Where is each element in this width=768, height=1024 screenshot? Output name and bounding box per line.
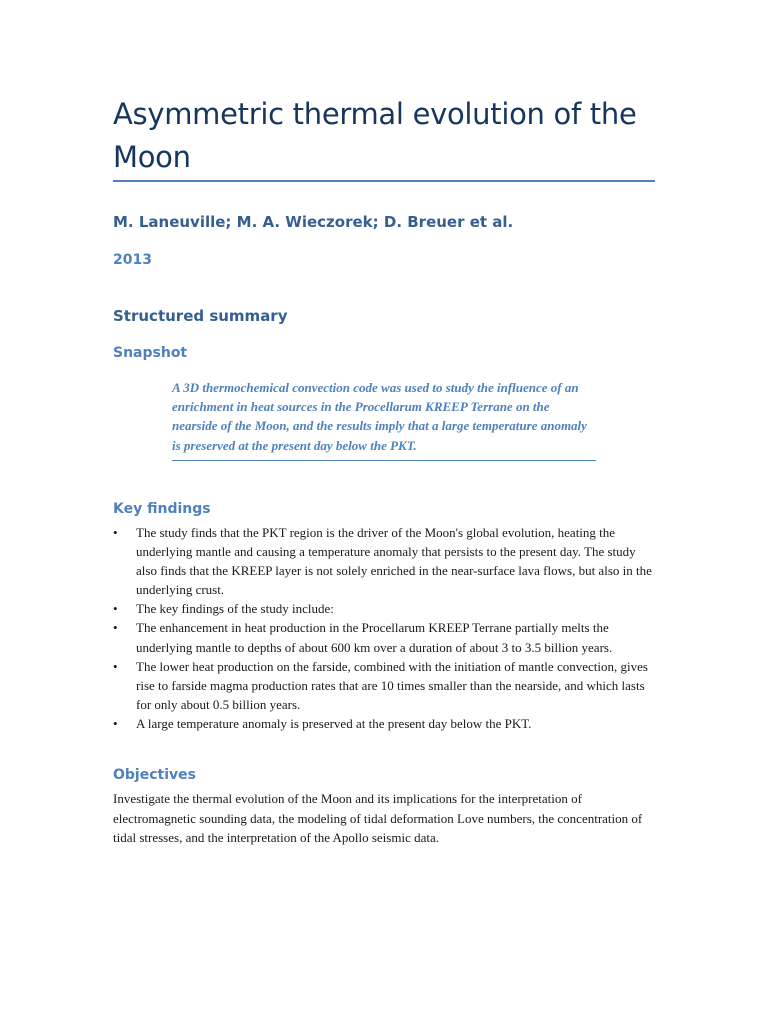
list-item-text: A large temperature anomaly is preserved at the present day below the PKT. [136, 715, 532, 731]
list-item [113, 523, 655, 599]
list-item [113, 657, 655, 714]
title-divider [113, 180, 655, 182]
objectives-paragraph: Investigate the thermal evolution of the Moon and its implications for the interpretation of electromagnetic sounding data, the modeling of tidal deformation Love numbers, the concentration of tidal stresses, and the interpretation of the Apollo seismic data. [113, 791, 643, 846]
objectives-heading: Objectives [113, 767, 196, 783]
authors-line: M. Laneuville; M. A. Wieczorek; D. Breuer et al. [113, 213, 514, 231]
bullet-icon: • [113, 715, 118, 731]
key-findings-list [113, 523, 655, 733]
list-item-text: The study finds that the PKT region is the driver of the Moon's global evolution, heating the underlying mantle and causing a temperature anomaly that persists to the present day. The study also finds that the KREEP layer is not solely enriched in the near-surface lava flows, but also in the underlying crust. [136, 525, 652, 598]
bullet-icon: • [113, 620, 118, 636]
bullet-icon: • [113, 658, 118, 674]
structured-summary-heading: Structured summary [113, 307, 288, 325]
bullet-icon: • [113, 601, 118, 617]
list-item [113, 714, 655, 733]
publication-year: 2013 [113, 252, 152, 268]
document-title: Asymmetric thermal evolution of the Moon [113, 97, 637, 174]
list-item [113, 599, 655, 618]
list-item-text: The lower heat production on the farside, combined with the initiation of mantle convection, gives rise to farside magma production rates that are 10 times smaller than the nearside, and which lasts for only about 0.5 billion years. [136, 658, 648, 712]
list-item-text: The enhancement in heat production in the Procellarum KREEP Terrane partially melts the underlying mantle to depths of about 600 km over a duration of about 3 to 3.5 billion years. [136, 620, 613, 655]
list-item [113, 618, 655, 656]
bullet-icon: • [113, 525, 118, 540]
snapshot-heading: Snapshot [113, 345, 188, 361]
snapshot-quote: A 3D thermochemical convection code was used to study the influence of an enrichment in heat sources in the Procellarum KREEP Terrane on the nearside of the Moon, and the results imply that a large temperature anomaly is preserved at the present day below the PKT. [172, 378, 596, 461]
key-findings-heading: Key findings [113, 501, 211, 517]
list-item-text: The key findings of the study include: [136, 601, 334, 617]
